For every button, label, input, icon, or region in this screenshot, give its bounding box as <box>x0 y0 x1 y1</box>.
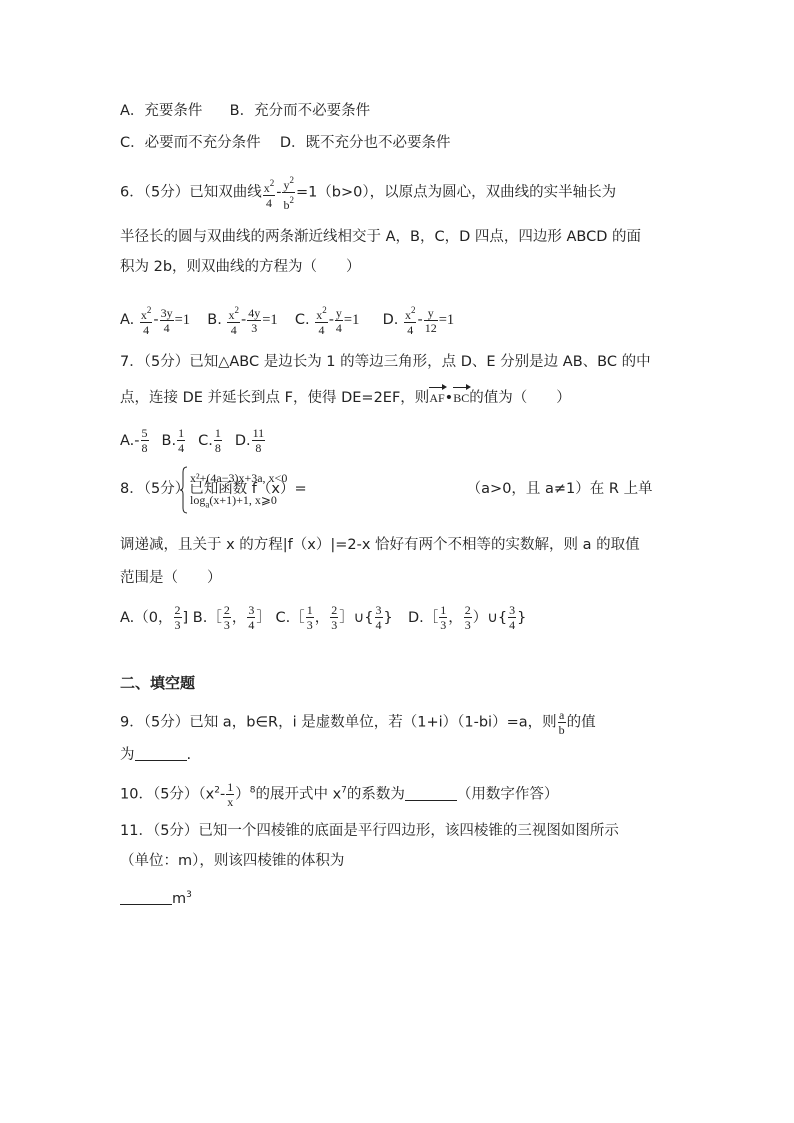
q5-option-c: C．必要而不充分条件 <box>120 135 261 151</box>
piecewise-brace <box>180 466 188 514</box>
q7-option: B. $\frac{1}{4}$ <box>161 426 185 455</box>
q8-line-2: 调递减，且关于 x 的方程|f（x）|=2-x 恰好有两个不相等的实数解，则 a 的取值 <box>120 537 640 553</box>
q7-option: A.- $\frac{5}{8}$ <box>120 426 148 455</box>
q11-line-3: $m^3$ <box>120 885 192 909</box>
q8-prefix: 8．（5分）已知函数 f（x）= <box>120 481 307 497</box>
answer-blank[interactable] <box>135 746 187 761</box>
q9-line-2: 为 . <box>120 747 192 763</box>
piece-2: $\log_a(x+1)+1$, x⩾0 <box>190 493 277 510</box>
q6-frac-y: $\frac{y^2}{b^2}$ <box>283 175 294 212</box>
answer-blank[interactable] <box>405 786 457 801</box>
section-title-fill-in: 二、填空题 <box>120 674 196 692</box>
q5-option-b: B．充分而不必要条件 <box>229 103 371 119</box>
q8-opt-a: A.（0， $\frac{2}{3}$ ] <box>120 603 189 632</box>
q5-option-a: A．充要条件 <box>120 103 203 119</box>
q6-opt-a-label: A. <box>120 312 135 328</box>
q6-opt-c-label: C. <box>294 312 310 328</box>
q6-line-3: 积为 2b，则双曲线的方程为（ ） <box>120 259 361 275</box>
q6-frac-x: $\frac{x^2}{4}$ <box>263 177 275 210</box>
piece-1: x²+(4a−3)x+3a, x<0 <box>190 471 288 485</box>
q11-line-1: 11．（5分）已知一个四棱锥的底面是平行四边形，该四棱锥的三视图如图所示 <box>120 823 619 839</box>
q7-line-1: 7．（5分）已知△ABC 是边长为 1 的等边三角形，点 D、E 分别是边 AB、BC 的中 <box>120 354 651 370</box>
vector-af: AF <box>429 388 444 408</box>
q6-options: A. $\frac{x^2}{4}$ - $\frac{3y}{4}$ =1 B. $\frac{x^2}{4}$ - $\frac{4y}{3}$ =1 C. $\frac{x^2}{4}$ - $\frac{y}{4}$ =1 D. $\frac{x^2}{4}$ - $\frac{y}{12}$ =1 <box>120 305 455 337</box>
q8-line-3: 范围是（ ） <box>120 570 222 586</box>
q6-line-2: 半径长的圆与双曲线的两条渐近线相交于 A，B，C，D 四点，四边形 ABCD 的面 <box>120 229 641 245</box>
q8-opt-d: D.［ $\frac{1}{3}$ ， $\frac{2}{3}$ ）∪{ $\frac{3}{4}$ } <box>407 603 527 632</box>
q5-options-row-1 <box>120 101 370 121</box>
q8-opt-c: C.［ $\frac{1}{3}$ ， $\frac{2}{3}$ ］∪{ $\frac{3}{4}$ } <box>275 603 393 632</box>
answer-blank[interactable] <box>120 890 172 905</box>
q8-options <box>120 603 526 632</box>
q6-opt-b-label: B. <box>207 312 222 328</box>
q6-line-1: 6．（5分）已知双曲线 $\frac{x^2}{4}$ - $\frac{y^2}{b^2}$ =1（b>0），以原点为圆心，双曲线的实半轴长为 <box>120 175 617 212</box>
q7-options <box>120 426 278 455</box>
q7-line-2: 点，连接 DE 并延长到点 F，使得 DE=2EF，则AF•BC的值为（ ） <box>120 390 571 406</box>
q6-opt-d-label: D. <box>382 312 399 328</box>
q11-line-2: （单位：m），则该四棱锥的体积为 <box>120 853 345 869</box>
q8-after: （a>0，且 a≠1）在 R 上单 <box>466 481 653 497</box>
q9-line-1: 9．（5分）已知 a，b∈R，i 是虚数单位，若（1+i）（1-bi）=a，则 $\frac{a}{b}$ 的值 <box>120 708 596 737</box>
q5-option-d: D．既不充分也不必要条件 <box>279 135 451 151</box>
piecewise-function <box>190 467 287 515</box>
q8-opt-b: B.［ $\frac{2}{3}$ ， $\frac{3}{4}$ ］ <box>192 603 271 632</box>
q6-after: =1（b>0），以原点为圆心，双曲线的实半轴长为 <box>295 184 617 201</box>
q5-options-row-2 <box>120 133 451 153</box>
q9-frac: $\frac{a}{b}$ <box>558 708 565 737</box>
q7-option: C. $\frac{1}{8}$ <box>198 426 221 455</box>
q7-option: D. $\frac{11}{8}$ <box>234 426 265 455</box>
q10-line: 10．（5分）（$x^2-$ $\frac{1}{x}$ ）$^8$的展开式中 $x^7$的系数为 （用数字作答） <box>120 780 559 809</box>
q6-prefix: 6．（5分）已知双曲线 <box>120 184 262 201</box>
vector-bc: BC <box>453 388 469 408</box>
